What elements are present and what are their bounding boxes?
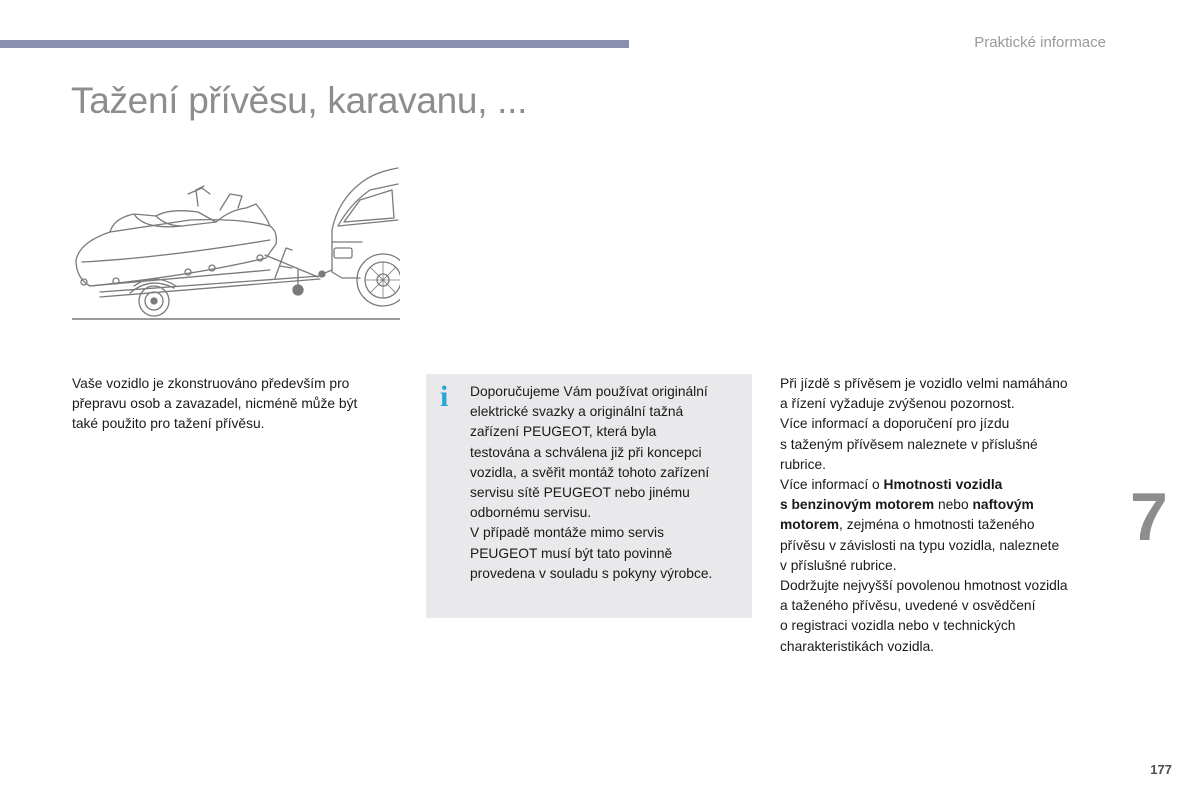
text-line [780,475,1110,495]
bold-ref-petrol: s benzinovým motorem [780,497,935,513]
page-title: Tažení přívěsu, karavanu, ... [71,80,528,121]
text-line: Při jízdě s přívěsem je vozidlo velmi namáháno [780,376,1068,391]
text-line: přepravu osob a zavazadel, nicméně může být [72,396,358,412]
info-icon: i [440,380,449,413]
text-span: Více informací o [780,477,884,493]
text-line: Vaše vozidlo je zkonstruováno především pro [72,376,350,391]
text-line: vozidla, a svěřit montáž tohoto zařízení [470,464,710,480]
text-line: odbornému servisu. [470,505,592,521]
text-line: o registraci vozidla nebo v technických [780,618,1016,634]
text-line: testována a schválena již při koncepci [470,444,702,460]
bold-ref-weight: Hmotnosti vozidla [883,477,1003,493]
text-line: také použito pro tažení přívěsu. [72,416,265,432]
text-line: Více informací a doporučení pro jízdu [780,416,1010,432]
trailer-illustration [70,160,400,325]
text-line: zařízení PEUGEOT, která byla [470,424,657,440]
text-line: Dodržujte nejvyšší povolenou hmotnost vozidla [780,578,1068,594]
header-bar [0,40,629,48]
info-box [426,374,752,618]
text-line [780,495,1110,515]
text-line: přívěsu v závislosti na typu vozidla, naleznete [780,537,1060,553]
text-line [780,515,1110,535]
text-line: a řízení vyžaduje zvýšenou pozornost. [780,396,1015,412]
text-line: Doporučujeme Vám používat originální [470,384,708,399]
text-line: s taženým přívěsem naleznete v příslušné [780,436,1038,452]
text-span: nebo [934,497,973,513]
text-line: servisu sítě PEUGEOT nebo jinému [470,485,690,501]
text-line: rubrice. [780,456,827,472]
text-line: charakteristikách vozidla. [780,638,935,654]
text-line: a taženého přívěsu, uvedené v osvědčení [780,598,1036,614]
text-line: elektrické svazky a originální tažná [470,404,684,420]
text-line: provedena v souladu s pokyny výrobce. [470,565,713,581]
page-number: 177 [1150,762,1172,777]
bold-ref-engine: motorem [780,517,840,533]
text-line: V případě montáže mimo servis [470,525,664,541]
towing-info-text [780,374,1110,657]
bold-ref-diesel: naftovým [972,497,1034,513]
section-label: Praktické informace [974,34,1106,51]
text-span: , zejména o hmotnosti taženého [839,517,1035,533]
intro-text [72,374,402,435]
info-text [470,382,750,584]
chapter-number: 7 [1130,479,1168,555]
text-line: PEUGEOT musí být tato povinně [470,545,673,561]
text-line: v příslušné rubrice. [780,557,897,573]
